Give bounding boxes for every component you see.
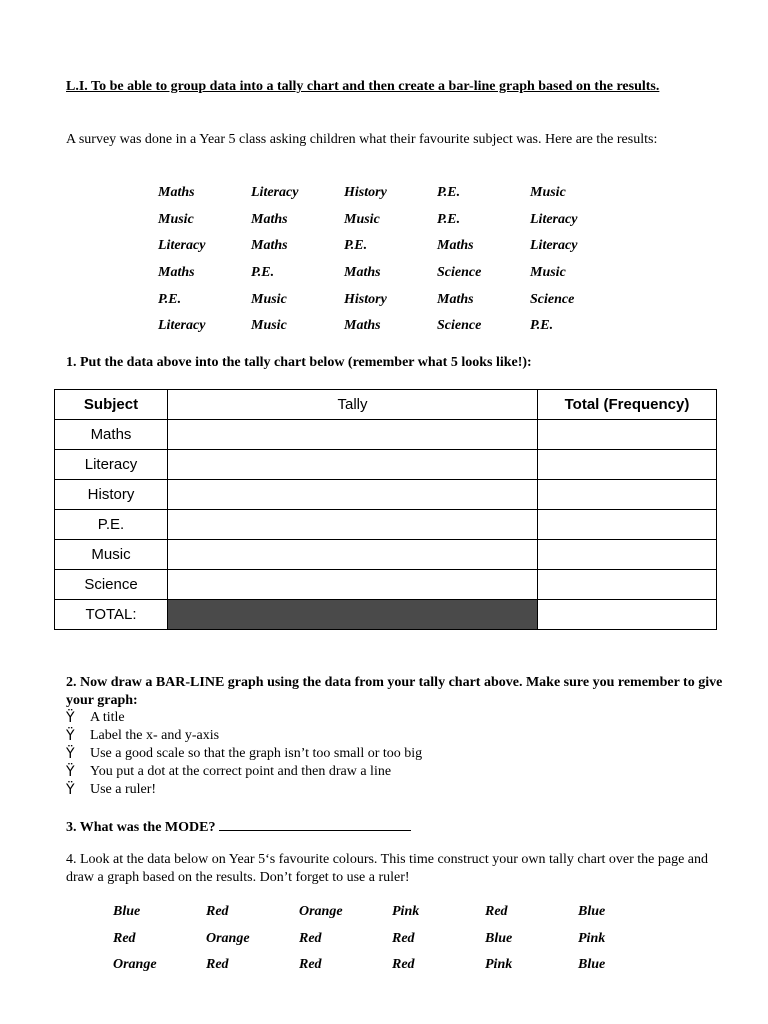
list-item: Blue (113, 904, 141, 919)
subject-cell: Science (55, 570, 168, 600)
tally-header-row (55, 390, 717, 420)
table-row (55, 540, 717, 570)
total-label-cell: TOTAL: (55, 600, 168, 630)
list-item: Ÿ Use a ruler! (66, 782, 157, 798)
list-item: Maths (158, 265, 195, 281)
list-item: Science (437, 318, 482, 334)
list-item: Maths (344, 265, 381, 281)
list-item: Music (251, 291, 287, 307)
table-row (55, 510, 717, 540)
list-item: Ÿ You put a dot at the correct point and then draw a line (66, 764, 392, 780)
list-item: Ÿ Use a good scale so that the graph isn’t too small or too big (66, 746, 423, 762)
total-cell[interactable] (538, 480, 717, 510)
list-item: Red (392, 930, 415, 946)
bullet-glyph: Ÿ (66, 764, 75, 780)
list-item: Orange (113, 957, 157, 973)
list-item: Red (485, 904, 508, 919)
tally-cell[interactable] (168, 420, 538, 450)
list-item: Maths (437, 238, 474, 254)
list-item: Music (158, 211, 194, 227)
header-tally: Tally (168, 390, 538, 420)
list-item: Ÿ A title (66, 710, 125, 726)
shaded-tally-cell (168, 600, 538, 630)
list-item: Science (437, 265, 482, 281)
list-item: Maths (344, 318, 381, 334)
list-item: Music (251, 318, 287, 334)
bullet-glyph: Ÿ (66, 782, 75, 798)
list-item: P.E. (437, 185, 461, 200)
list-item: Red (299, 957, 322, 973)
list-item: Maths (251, 211, 288, 227)
list-item: Pink (578, 930, 606, 946)
tally-chart (54, 389, 717, 630)
tally-cell[interactable] (168, 510, 538, 540)
learning-intention: L.I. To be able to group data into a tally chart and then create a bar-line graph based on the results. (66, 79, 660, 94)
list-item: Music (530, 185, 566, 200)
question-1: 1. Put the data above into the tally chart below (remember what 5 looks like!): (66, 355, 532, 370)
list-item: Red (392, 957, 415, 973)
list-item: P.E. (530, 318, 554, 334)
survey-intro: A survey was done in a Year 5 class asking children what their favourite subject was. Here are the results: (66, 132, 658, 147)
list-item: P.E. (344, 238, 368, 254)
list-item: Maths (437, 291, 474, 307)
list-item: Science (530, 291, 575, 307)
survey-results-grid (158, 185, 623, 345)
list-item: History (344, 185, 387, 200)
list-item: Blue (578, 957, 606, 973)
list-item: Red (113, 930, 136, 946)
subject-cell: Music (55, 540, 168, 570)
list-item: P.E. (158, 291, 182, 307)
question-3: 3. What was the MODE? (66, 816, 566, 837)
subject-cell: Maths (55, 420, 168, 450)
bullet-glyph: Ÿ (66, 710, 75, 726)
list-item: Red (206, 904, 229, 919)
list-item: Literacy (158, 238, 206, 254)
list-item: Pink (392, 904, 420, 919)
list-item: Music (530, 265, 566, 281)
tally-cell[interactable] (168, 450, 538, 480)
tally-cell[interactable] (168, 540, 538, 570)
graph-checklist (66, 709, 422, 799)
bullet-glyph: Ÿ (66, 746, 75, 762)
list-item: Maths (158, 185, 195, 200)
table-row (55, 450, 717, 480)
list-item: Literacy (158, 318, 206, 334)
list-item: Red (206, 957, 229, 973)
list-item: Pink (485, 957, 513, 973)
table-row (55, 420, 717, 450)
question-4: 4. Look at the data below on Year 5‘s favourite colours. This time construct your own tally chart over the page and draw a graph based on the results. Don’t forget to use a ruler! (66, 852, 709, 885)
subject-cell: Literacy (55, 450, 168, 480)
list-item: Maths (251, 238, 288, 254)
mode-answer-line[interactable] (219, 816, 411, 831)
list-item: P.E. (251, 265, 275, 281)
list-item: Literacy (530, 238, 578, 254)
subject-cell: History (55, 480, 168, 510)
list-item: Orange (299, 904, 343, 919)
list-item: Blue (578, 904, 606, 919)
list-item: Orange (206, 930, 250, 946)
question-2: 2. Now draw a BAR-LINE graph using the data from your tally chart above. Make sure you remember to give your graph: (66, 675, 723, 708)
table-row (55, 480, 717, 510)
total-cell[interactable] (538, 570, 717, 600)
list-item: Blue (485, 930, 513, 946)
total-cell[interactable] (538, 450, 717, 480)
list-item: History (344, 291, 387, 307)
list-item: Literacy (530, 211, 578, 227)
list-item: Music (344, 211, 380, 227)
grand-total-cell[interactable] (538, 600, 717, 630)
total-cell[interactable] (538, 540, 717, 570)
tally-cell[interactable] (168, 570, 538, 600)
tally-cell[interactable] (168, 480, 538, 510)
header-total: Total (Frequency) (538, 390, 717, 420)
bullet-glyph: Ÿ (66, 728, 75, 744)
table-row (55, 570, 717, 600)
list-item: P.E. (437, 211, 461, 227)
total-cell[interactable] (538, 510, 717, 540)
list-item: Literacy (251, 185, 299, 200)
header-subject: Subject (55, 390, 168, 420)
total-row (55, 600, 717, 630)
colour-results-grid (113, 904, 671, 984)
subject-cell: P.E. (55, 510, 168, 540)
list-item: Red (299, 930, 322, 946)
total-cell[interactable] (538, 420, 717, 450)
list-item: Ÿ Label the x- and y-axis (66, 728, 220, 744)
